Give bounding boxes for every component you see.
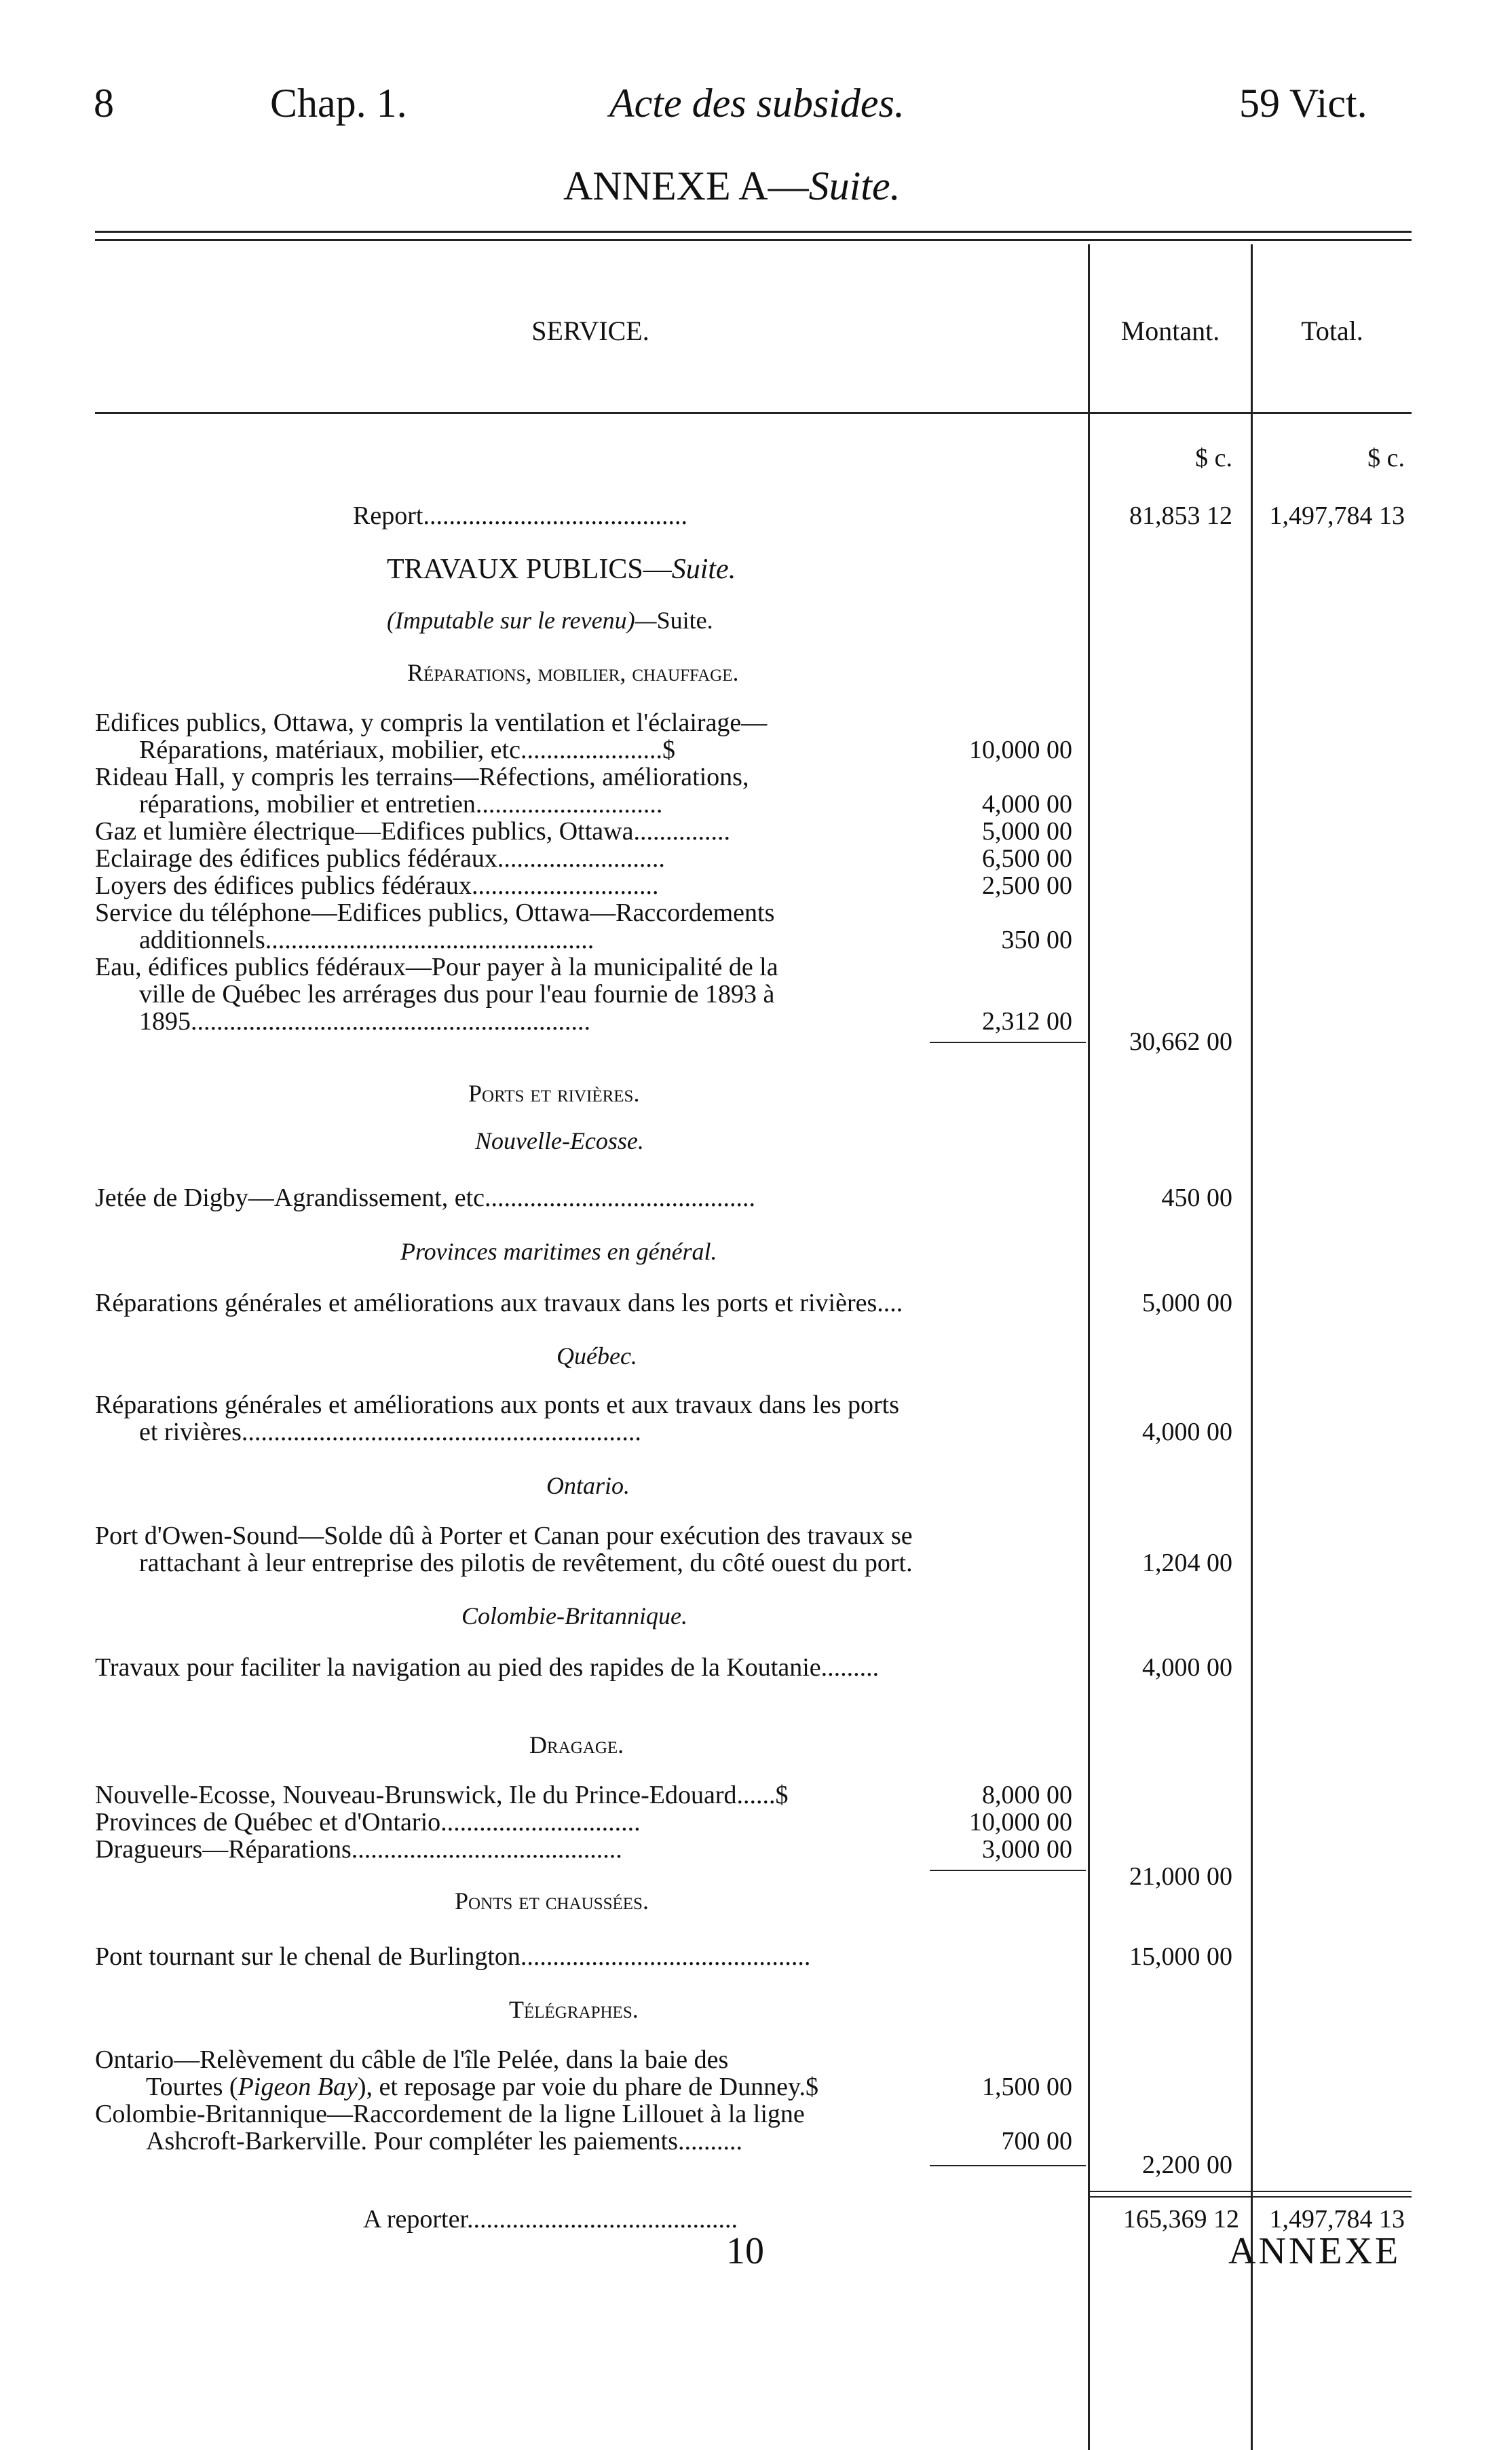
montant-header: Montant. bbox=[1120, 316, 1220, 346]
column-divider-1 bbox=[1088, 244, 1090, 2450]
top-rule-1 bbox=[95, 231, 1412, 233]
cb-amount: 4,000 00 bbox=[1142, 1653, 1232, 1682]
telegraphes-sum-rule bbox=[930, 2165, 1086, 2166]
telegraphes-subtotal: 2,200 00 bbox=[1142, 2151, 1232, 2179]
cb-item: Travaux pour faciliter la navigation au pied des rapides de la Koutanie......... bbox=[95, 1653, 880, 1682]
header-rule bbox=[95, 412, 1412, 414]
act-title: Acte des subsides. bbox=[609, 81, 905, 126]
montant-currency: $ c. bbox=[1195, 444, 1232, 472]
catchword: ANNEXE bbox=[1228, 2230, 1401, 2272]
ports-heading: Ports et rivières. bbox=[468, 1080, 640, 1107]
reparations-sum-rule bbox=[930, 1042, 1086, 1043]
report-total: 1,497,784 13 bbox=[1269, 502, 1405, 530]
on-heading: Ontario. bbox=[546, 1472, 630, 1499]
ns-amount: 450 00 bbox=[1161, 1184, 1232, 1212]
reparations-line: additionnels................................................... bbox=[139, 926, 594, 954]
dragage-heading: Dragage. bbox=[529, 1731, 624, 1758]
report-label: Report......................................... bbox=[353, 502, 687, 530]
reparations-amount: 10,000 00 bbox=[969, 736, 1072, 764]
dragage-sum-rule bbox=[930, 1870, 1086, 1871]
reparations-line: 1895.............................................................. bbox=[139, 1007, 590, 1036]
reparations-amount: 2,312 00 bbox=[982, 1007, 1072, 1036]
on-item: Port d'Owen-Sound—Solde dû à Porter et Canan pour exécution des travaux se bbox=[95, 1522, 913, 1550]
a-reporter-label: A reporter.......................................... bbox=[363, 2205, 738, 2234]
reparations-line: Loyers des édifices publics fédéraux............................. bbox=[95, 871, 659, 900]
reparations-amount: 2,500 00 bbox=[982, 871, 1072, 900]
a-reporter-total: 1,497,784 13 bbox=[1269, 2205, 1405, 2234]
telegraphes-line: Tourtes (Pigeon Bay), et reposage par voie du phare de Dunney.$ bbox=[146, 2073, 818, 2101]
reparations-line: Service du téléphone—Edifices publics, Ottawa—Raccordements bbox=[95, 899, 775, 927]
carry-rule-2 bbox=[1090, 2196, 1412, 2198]
a-reporter-montant: 165,369 12 bbox=[1123, 2205, 1239, 2234]
total-currency: $ c. bbox=[1367, 444, 1405, 472]
top-rule-2 bbox=[95, 239, 1412, 241]
telegraphes-amount: 1,500 00 bbox=[982, 2073, 1072, 2101]
footer-page-number: 10 bbox=[726, 2230, 764, 2272]
dragage-line: Nouvelle-Ecosse, Nouveau-Brunswick, Ile du Prince-Edouard......$ bbox=[95, 1781, 789, 1809]
reparations-line: Réparations, matériaux, mobilier, etc......................$ bbox=[139, 736, 675, 764]
qc-amount: 4,000 00 bbox=[1142, 1418, 1232, 1446]
reparations-line: Edifices publics, Ottawa, y compris la ventilation et l'éclairage— bbox=[95, 709, 768, 737]
reparations-line: Gaz et lumière électrique—Edifices publics, Ottawa............... bbox=[95, 817, 730, 846]
section-subtitle: (Imputable sur le revenu)—Suite. bbox=[387, 607, 713, 634]
reparations-line: Rideau Hall, y compris les terrains—Réfections, améliorations, bbox=[95, 763, 749, 791]
year-label: 59 Vict. bbox=[1239, 81, 1367, 126]
service-header: SERVICE. bbox=[531, 316, 649, 346]
dragage-amount: 10,000 00 bbox=[969, 1808, 1072, 1836]
pm-item: Réparations générales et améliorations aux travaux dans les ports et rivières.... bbox=[95, 1289, 903, 1317]
reparations-line: Eau, édifices publics fédéraux—Pour payer à la municipalité de la bbox=[95, 953, 778, 981]
telegraphes-line: Colombie-Britannique—Raccordement de la ligne Lillouet à la ligne bbox=[95, 2100, 805, 2128]
telegraphes-amount: 700 00 bbox=[1001, 2127, 1072, 2155]
ponts-item: Pont tournant sur le chenal de Burlington............................................. bbox=[95, 1942, 811, 1971]
on-amount: 1,204 00 bbox=[1142, 1549, 1232, 1577]
page-number: 8 bbox=[94, 81, 114, 126]
column-divider-2 bbox=[1251, 244, 1253, 2450]
annex-title: ANNEXE A—Suite. bbox=[563, 164, 901, 208]
pm-heading: Provinces maritimes en général. bbox=[400, 1238, 717, 1265]
dragage-subtotal: 21,000 00 bbox=[1129, 1862, 1232, 1891]
pm-amount: 5,000 00 bbox=[1142, 1289, 1232, 1317]
reparations-amount: 6,500 00 bbox=[982, 844, 1072, 873]
report-montant: 81,853 12 bbox=[1129, 502, 1232, 530]
dragage-line: Provinces de Québec et d'Ontario............................... bbox=[95, 1808, 641, 1836]
dragage-amount: 8,000 00 bbox=[982, 1781, 1072, 1809]
dragage-amount: 3,000 00 bbox=[982, 1835, 1072, 1864]
dragage-line: Dragueurs—Réparations.......................................... bbox=[95, 1835, 622, 1864]
reparations-amount: 350 00 bbox=[1001, 926, 1072, 954]
ns-heading: Nouvelle-Ecosse. bbox=[475, 1127, 644, 1154]
qc-item-cont: et rivières.............................................................. bbox=[139, 1418, 641, 1446]
reparations-amount: 4,000 00 bbox=[982, 790, 1072, 818]
reparations-heading: Réparations, mobilier, chauffage. bbox=[407, 659, 739, 686]
telegraphes-line: Ontario—Relèvement du câble de l'île Pelée, dans la baie des bbox=[95, 2046, 729, 2074]
ponts-amount: 15,000 00 bbox=[1129, 1942, 1232, 1971]
section-title: TRAVAUX PUBLICS—Suite. bbox=[387, 554, 736, 585]
reparations-amount: 5,000 00 bbox=[982, 817, 1072, 846]
reparations-subtotal: 30,662 00 bbox=[1129, 1028, 1232, 1056]
reparations-line: Eclairage des édifices publics fédéraux.......................... bbox=[95, 844, 665, 873]
ponts-heading: Ponts et chaussées. bbox=[455, 1887, 649, 1915]
qc-item: Réparations générales et améliorations aux ponts et aux travaux dans les ports bbox=[95, 1391, 900, 1419]
reparations-line: ville de Québec les arrérages dus pour l'eau fournie de 1893 à bbox=[139, 980, 775, 1009]
qc-heading: Québec. bbox=[556, 1342, 637, 1370]
telegraphes-heading: Télégraphes. bbox=[509, 1996, 639, 2023]
telegraphes-line: Ashcroft-Barkerville. Pour compléter les paiements.......... bbox=[146, 2127, 743, 2155]
reparations-line: réparations, mobilier et entretien............................. bbox=[139, 790, 663, 818]
ns-item: Jetée de Digby—Agrandissement, etc.......................................... bbox=[95, 1184, 756, 1212]
total-header: Total. bbox=[1301, 316, 1363, 346]
carry-rule-1 bbox=[1090, 2191, 1412, 2192]
chapter-label: Chap. 1. bbox=[270, 81, 407, 126]
on-item-cont: rattachant à leur entreprise des pilotis de revêtement, du côté ouest du port. bbox=[139, 1549, 913, 1577]
cb-heading: Colombie-Britannique. bbox=[461, 1602, 687, 1629]
